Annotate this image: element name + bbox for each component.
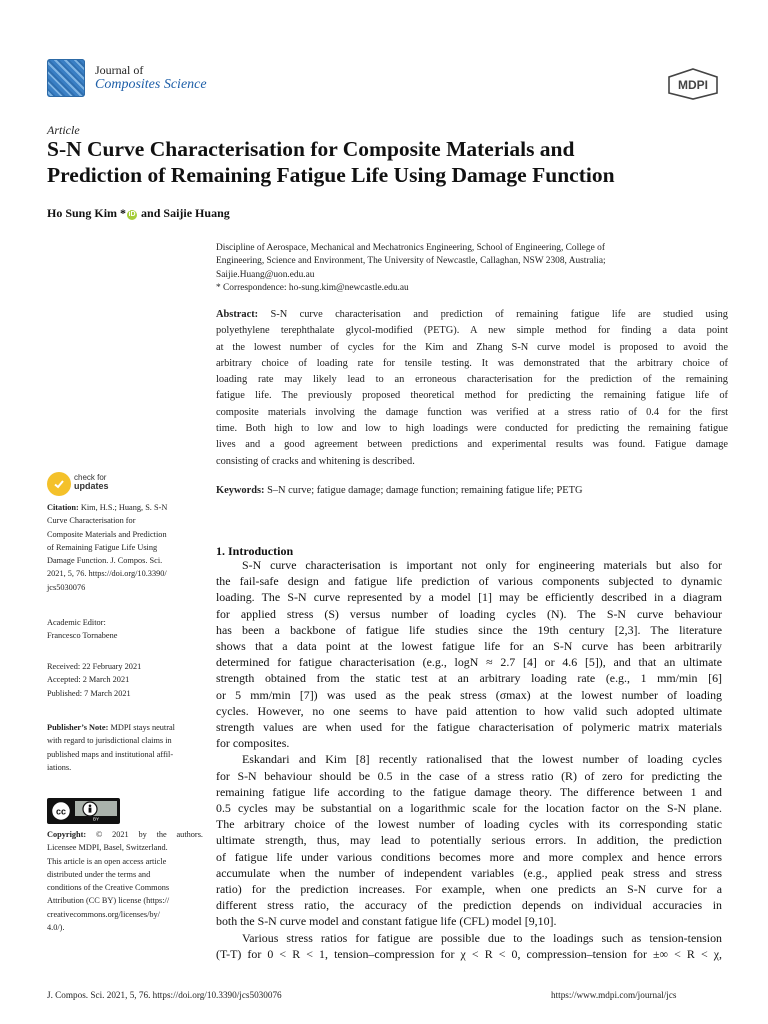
abstract-line: arbitrary choice of loading rate for tensile testing. It was demonstrated that the arbitrary choice of	[216, 357, 728, 369]
abstract-line: lives and a good agreement between predictions and experimental results was found. Fatigue damage	[216, 439, 728, 451]
author-connector: and	[138, 206, 164, 220]
checkmark-icon	[53, 478, 65, 490]
title-line: Prediction of Remaining Fatigue Life Using Damage Function	[47, 163, 615, 187]
citation-line: Curve Characterisation for	[47, 516, 136, 526]
publisher-note-line: Publisher’s Note: MDPI stays neutral	[47, 723, 175, 732]
abstract-line: loading rate may likely lead to an erroneous characterisation for the prediction of the remaining	[216, 374, 728, 386]
affiliation-line: Discipline of Aerospace, Mechanical and Mechatronics Engineering, School of Engineering, College of	[216, 243, 605, 253]
footer-citation[interactable]: J. Compos. Sci. 2021, 5, 76. https://doi.org/10.3390/jcs5030076	[47, 990, 282, 1000]
citation-doi-line[interactable]: 2021, 5, 76. https://doi.org/10.3390/	[47, 569, 167, 579]
body-line: loading. The S-N curve represented by a model [1] may be efficiently described in a diagram	[216, 590, 722, 605]
keywords-text: S–N curve; fatigue damage; damage function; remaining fatigue life; PETG	[264, 485, 583, 496]
accepted-date: Accepted: 2 March 2021	[47, 675, 130, 685]
journal-name: Composites Science	[95, 77, 207, 92]
creative-commons-icon	[50, 800, 118, 822]
citation-line: Composite Materials and Prediction	[47, 529, 167, 539]
abstract-line: composite materials involving the damage function was verified at a stress ratio of 0.4 for the first	[216, 406, 728, 418]
affiliation-block	[216, 242, 736, 295]
body-line: The arbitrary choice of the lowest number of loading cycles with its corresponding static	[216, 817, 722, 832]
published-date: Published: 7 March 2021	[47, 688, 131, 698]
copyright-line: Copyright: © 2021 by the authors.	[47, 830, 203, 839]
abstract	[216, 307, 728, 470]
body-line: the fail-safe design and fatigue life prediction of various components subjected to dynamic	[216, 574, 722, 589]
body-line: Eskandari and Kim [8] recently rationalised that the lowest number of loading cycles	[242, 752, 722, 767]
body-line: accumulate when the number of independent variables (e.g., applied peak stress and stress	[216, 865, 722, 880]
body-line: different stress ratio, the accuracy of the prediction depends on individual accuracies in	[216, 898, 722, 913]
citation-doi-line[interactable]: jcs5030076	[47, 582, 86, 592]
author-name[interactable]: Saijie Huang	[163, 206, 230, 220]
abstract-label: Abstract:	[216, 309, 259, 320]
abstract-line: fatigue life. The previously proposed theoretical method for predicting the remaining fatigue life of	[216, 390, 728, 402]
author-list	[47, 206, 230, 221]
copyright-line[interactable]: creativecommons.org/licenses/by/	[47, 909, 160, 919]
keywords-label: Keywords:	[216, 485, 265, 496]
affiliation-email[interactable]: Saijie.Huang@uon.edu.au	[216, 269, 315, 280]
citation-label: Citation:	[47, 503, 79, 512]
body-line: has been a backbone of fatigue life studies since the 19th century [2,3]. The literature	[216, 622, 722, 637]
publisher-note-line: with regard to jurisdictional claims in	[47, 736, 172, 746]
check-for-updates-label[interactable]: check for updates	[74, 473, 109, 491]
copyright-line: conditions of the Creative Commons	[47, 883, 170, 893]
cc-by-label: BY	[92, 816, 100, 822]
keywords	[216, 485, 582, 496]
copyright-line: Licensee MDPI, Basel, Switzerland.	[47, 843, 168, 853]
received-date: Received: 22 February 2021	[47, 662, 142, 671]
abstract-line: time. Both high to low and low to high loadings were conducted for predicting the remaining fatigue	[216, 423, 728, 435]
body-text	[216, 557, 722, 962]
publisher-note-line: iations.	[47, 762, 72, 772]
body-line: of fatigue life under various conditions becomes more and more complex and hence errors	[216, 849, 722, 864]
copyright-block	[47, 828, 203, 934]
body-line: both the S-N curve model and constant fatigue life (CFL) model [9,10].	[216, 914, 557, 929]
body-line: for composites.	[216, 736, 290, 751]
citation-block	[47, 501, 207, 594]
abstract-line: at the lowest number of cycles for the Kim and Zhang S-N curve model is proposed to avoid the	[216, 341, 728, 353]
body-line: S-N curve characterisation is important not only for engineering materials but also for	[242, 558, 722, 572]
svg-text:cc: cc	[55, 806, 67, 817]
copyright-line[interactable]: Attribution (CC BY) license (https://	[47, 896, 170, 906]
journal-of-label: Journal of	[95, 63, 144, 77]
body-line: for applied stress (S) versus number of loading cycles (N). The S-N curve behaviour	[216, 606, 722, 621]
mdpi-logo-text: MDPI	[678, 78, 708, 92]
copyright-line: This article is an open access article	[47, 856, 167, 866]
article-type-label: Article	[47, 123, 80, 137]
academic-editor-name: Francesco Tornabene	[47, 631, 118, 641]
publisher-note-label: Publisher’s Note:	[47, 723, 109, 732]
publisher-note	[47, 721, 207, 774]
academic-editor-label: Academic Editor:	[47, 618, 106, 627]
dates-block	[47, 660, 207, 700]
copyright-label: Copyright:	[47, 830, 87, 839]
body-line: cycles. However, no one seems to have paid attention to how valid such adopted ultimate	[216, 703, 722, 718]
copyright-line: distributed under the terms and	[47, 869, 151, 879]
title-line: S-N Curve Characterisation for Composite Materials and	[47, 137, 575, 161]
mdpi-logo[interactable]	[667, 68, 719, 100]
body-line: remaining fatigue life according to the fatigue damage theory. The difference between 1 and	[216, 784, 722, 799]
section-heading: 1. Introduction	[216, 544, 294, 558]
body-line: Various stress ratios for fatigue are possible due to the loadings such as tension-tension	[242, 930, 722, 945]
orcid-icon[interactable]: iD	[128, 211, 136, 218]
abstract-line: polyethylene terephthalate glycol-modified (PETG). A new simple method for finding a data point	[216, 325, 728, 337]
body-line: ultimate strength, thus, may lead to potentially serious errors. In addition, the prediction	[216, 833, 722, 848]
body-line: ratio) for the prediction increases. For example, when one predicts an S-N curve for a	[216, 882, 722, 897]
body-line: strength obtained from the static test at an arbitrary loading rate (e.g., 1 mm/min [6]	[216, 671, 722, 686]
author-name[interactable]: Ho Sung Kim *	[47, 206, 127, 220]
journal-logo	[47, 59, 85, 97]
body-line: 0.5 cycles may be substantial on a logarithmic scale for the location factor on the S-N plane.	[216, 801, 722, 816]
publisher-note-line: published maps and institutional affil-	[47, 749, 174, 759]
article-title	[47, 136, 727, 188]
body-line: strength values are when used for the fatigue characterisation of polymeric matrix materials	[216, 720, 722, 735]
citation-line: of Remaining Fatigue Life Using	[47, 542, 158, 552]
body-line: shows that a data point at the lowest fatigue life for an S-N curve has been arbitrarily	[216, 639, 722, 654]
abstract-line: consisting of cracks and whitening is described.	[216, 455, 415, 467]
body-line: determined for fatigue characterisation (e.g., logN ≈ 2.7 [4] or 4.6 [5]), and that an ultimate	[216, 655, 722, 670]
footer-journal-url[interactable]: https://www.mdpi.com/journal/jcs	[551, 990, 677, 1000]
copyright-line[interactable]: 4.0/).	[47, 923, 65, 933]
body-line: (T-T) for 0 < R < 1, tension–compression for χ < R < 0, compression–tension for ±∞ < R < χ,	[216, 946, 722, 961]
body-line: for S-N behaviour should be 0.5 in the case of a stress ratio (R) of zero for predicting the	[216, 768, 722, 783]
academic-editor-block	[47, 616, 207, 643]
abstract-line: Abstract: S-N curve characterisation and prediction of remaining fatigue life are studied using	[216, 309, 728, 320]
citation-line: Damage Function. J. Compos. Sci.	[47, 556, 163, 566]
citation-line: Citation: Kim, H.S.; Huang, S. S-N	[47, 503, 168, 512]
correspondence-line[interactable]: * Correspondence: ho-sung.kim@newcastle.edu.au	[216, 282, 409, 293]
body-line: or 5 mm/min [7]) was used as the peak stress (σmax) at the lowest number of loading	[216, 687, 722, 702]
affiliation-line: Engineering, Science and Environment, The University of Newcastle, Callaghan, NSW 2308, Australia;	[216, 256, 606, 267]
